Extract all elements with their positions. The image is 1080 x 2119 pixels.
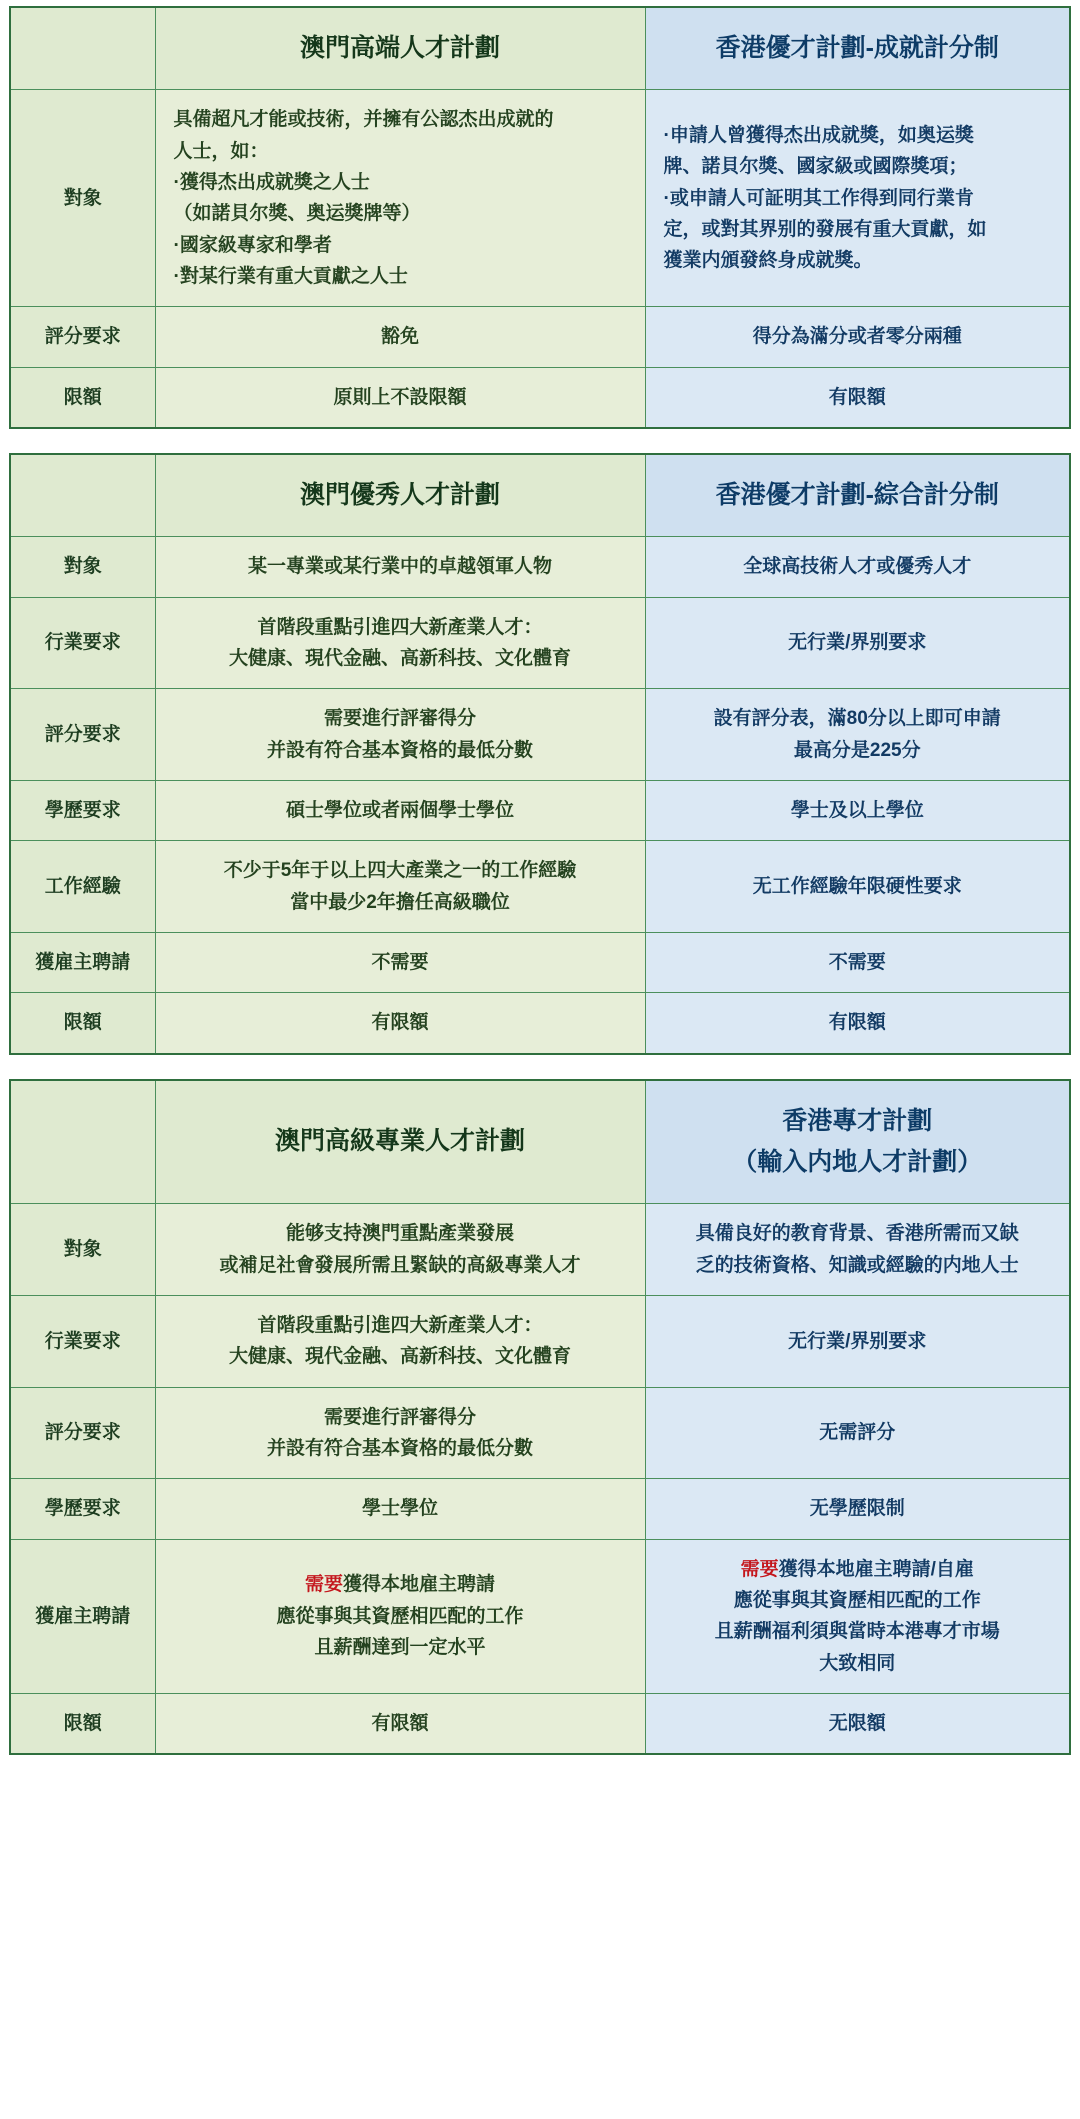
- macau-value-cell: [155, 780, 645, 840]
- hongkong-value-cell: [645, 307, 1070, 367]
- cell-line: 不需要: [828, 952, 886, 973]
- cell-line: 并設有符合基本資格的最低分數: [266, 1437, 533, 1459]
- cell-line: 且薪酬達到一定水平: [314, 1636, 486, 1658]
- cell-line: 設有評分表，滿80分以上即可申請: [713, 708, 1001, 730]
- row-label-cell: 評分要求: [10, 1387, 155, 1479]
- cell-line: 獲業内頒發終身成就獎。: [663, 250, 873, 272]
- macau-value-cell: [155, 841, 645, 933]
- table-row: [10, 1204, 1070, 1296]
- row-label-cell: 限額: [10, 993, 155, 1054]
- macau-value-cell: [155, 1204, 645, 1296]
- cell-line: ·國家級專家和學者: [173, 234, 332, 256]
- header-hongkong-program: [645, 1080, 1070, 1204]
- row-label-cell: 學歷要求: [10, 780, 155, 840]
- cell-line: 定，或對其界别的發展有重大貢獻，如: [663, 218, 987, 240]
- row-label-cell: 對象: [10, 537, 155, 597]
- table-row: [10, 689, 1070, 781]
- cell-line: 學士學位: [361, 1498, 438, 1520]
- emphasis-text: 需要: [304, 1574, 343, 1596]
- emphasis-text: 需要: [740, 1558, 779, 1580]
- hongkong-value-cell: [645, 367, 1070, 428]
- macau-value-cell: [155, 90, 645, 307]
- cell-line: 无工作經驗年限硬性要求: [752, 875, 962, 897]
- cell-line: 无學歷限制: [809, 1498, 905, 1520]
- table-row: [10, 1479, 1070, 1539]
- cell-line: ·對某行業有重大貢獻之人士: [173, 265, 408, 287]
- cell-line: 不少于5年于以上四大產業之一的工作經驗: [223, 860, 577, 882]
- header-hongkong-program: [645, 454, 1070, 537]
- macau-value-cell: [155, 993, 645, 1054]
- macau-value-cell: [155, 1539, 645, 1693]
- header-hongkong-title: 香港專才計劃: [782, 1106, 933, 1135]
- hongkong-value-cell: [645, 993, 1070, 1054]
- cell-line: 首階段重點引進四大新產業人才：: [257, 1314, 543, 1336]
- header-hongkong-title: 香港優才計劃-成就計分制: [715, 34, 999, 62]
- hongkong-value-cell: [645, 597, 1070, 689]
- cell-line: 不需要: [371, 952, 429, 973]
- row-label-cell: 對象: [10, 1204, 155, 1296]
- table-row: [10, 90, 1070, 307]
- row-label-cell: 評分要求: [10, 307, 155, 367]
- row-label-cell: 行業要求: [10, 597, 155, 689]
- table-row: [10, 780, 1070, 840]
- cell-line: 无行業/界别要求: [788, 1330, 927, 1352]
- cell-line: 某一專業或某行業中的卓越領軍人物: [247, 556, 552, 578]
- hongkong-value-cell: [645, 1204, 1070, 1296]
- cell-line: 應從事與其資歷相匹配的工作: [733, 1589, 981, 1611]
- cell-line: 具備良好的教育背景、香港所需而又缺: [695, 1223, 1019, 1245]
- table-header-row: [10, 454, 1070, 537]
- cell-line: 得分為滿分或者零分兩種: [752, 326, 962, 348]
- macau-value-cell: [155, 597, 645, 689]
- cell-line: 且薪酬福利須與當時本港專才市場: [714, 1621, 1000, 1643]
- row-label-cell: 對象: [10, 90, 155, 307]
- table-row: [10, 1387, 1070, 1479]
- cell-line: 有限額: [371, 1012, 429, 1034]
- cell-line: 能够支持澳門重點產業發展: [285, 1223, 514, 1245]
- hongkong-value-cell: [645, 1539, 1070, 1693]
- cell-line: 无行業/界别要求: [788, 632, 927, 654]
- cell-line: 牌、諾貝尔獎、國家級或國際獎項；: [663, 156, 968, 178]
- cell-line: 人士，如：: [173, 140, 269, 162]
- macau-value-cell: [155, 1693, 645, 1754]
- comparison-table: [9, 453, 1071, 1055]
- table-row: [10, 1539, 1070, 1693]
- row-label-cell: 工作經驗: [10, 841, 155, 933]
- macau-value-cell: [155, 537, 645, 597]
- cell-line: 全球高技術人才或優秀人才: [743, 556, 972, 578]
- header-hongkong-subtitle: （輸入内地人才計劃）: [732, 1147, 983, 1176]
- hongkong-value-cell: [645, 1479, 1070, 1539]
- hongkong-value-cell: [645, 1295, 1070, 1387]
- macau-value-cell: [155, 307, 645, 367]
- hongkong-value-cell: [645, 933, 1070, 993]
- cell-line: 无需評分: [819, 1422, 896, 1444]
- cell-line: 需要獲得本地雇主聘請: [304, 1574, 496, 1596]
- cell-line: 原則上不設限額: [333, 386, 467, 408]
- cell-line: 具備超凡才能或技術，并擁有公認杰出成就的: [173, 109, 554, 131]
- header-corner-cell: [10, 7, 155, 90]
- cell-line: 并設有符合基本資格的最低分數: [266, 739, 533, 761]
- macau-value-cell: [155, 933, 645, 993]
- hongkong-value-cell: [645, 780, 1070, 840]
- table-header-row: [10, 7, 1070, 90]
- table-row: [10, 841, 1070, 933]
- row-label-cell: 學歷要求: [10, 1479, 155, 1539]
- table-row: [10, 537, 1070, 597]
- hongkong-value-cell: [645, 1693, 1070, 1754]
- cell-line: 乏的技術資格、知識或經驗的内地人士: [695, 1254, 1019, 1276]
- cell-line: ·獲得杰出成就獎之人士: [173, 171, 370, 193]
- comparison-table: [9, 1079, 1071, 1756]
- cell-line: 應從事與其資歷相匹配的工作: [276, 1605, 524, 1627]
- table-row: [10, 307, 1070, 367]
- cell-line: ·或申請人可証明其工作得到同行業肯: [663, 187, 974, 209]
- macau-value-cell: [155, 1295, 645, 1387]
- cell-line: 首階段重點引進四大新產業人才：: [257, 616, 543, 638]
- cell-line: 需要獲得本地雇主聘請/自雇: [740, 1558, 974, 1580]
- header-corner-cell: [10, 1080, 155, 1204]
- table-row: [10, 597, 1070, 689]
- row-label-cell: 評分要求: [10, 689, 155, 781]
- header-macau-program: 澳門高端人才計劃: [155, 7, 645, 90]
- cell-line: 或補足社會發展所需且緊缺的高級專業人才: [219, 1254, 581, 1276]
- cell-line: 大致相同: [819, 1652, 896, 1674]
- cell-line: 豁免: [380, 326, 419, 348]
- macau-value-cell: [155, 1479, 645, 1539]
- header-hongkong-title: 香港優才計劃-綜合計分制: [715, 481, 999, 509]
- hongkong-value-cell: [645, 90, 1070, 307]
- cell-line: 學士及以上學位: [790, 799, 924, 821]
- cell-line: 碩士學位或者兩個學士學位: [285, 799, 514, 821]
- row-label-cell: 獲雇主聘請: [10, 933, 155, 993]
- cell-line: ·申請人曾獲得杰出成就獎，如奥运獎: [663, 124, 974, 146]
- table-header-row: [10, 1080, 1070, 1204]
- cell-line: 當中最少2年擔任高級職位: [290, 891, 510, 913]
- cell-line: （如諾貝尔獎、奥运獎牌等）: [173, 203, 421, 225]
- header-macau-program: 澳門優秀人才計劃: [155, 454, 645, 537]
- table-row: [10, 1295, 1070, 1387]
- macau-value-cell: [155, 1387, 645, 1479]
- tables-container: [0, 6, 1080, 1755]
- cell-line: 大健康、現代金融、高新科技、文化體育: [228, 647, 571, 669]
- table-row: [10, 993, 1070, 1054]
- row-label-cell: 限額: [10, 367, 155, 428]
- row-label-cell: 行業要求: [10, 1295, 155, 1387]
- cell-line: 有限額: [828, 1012, 886, 1034]
- comparison-table: [9, 6, 1071, 429]
- row-label-cell: 限額: [10, 1693, 155, 1754]
- hongkong-value-cell: [645, 689, 1070, 781]
- hongkong-value-cell: [645, 1387, 1070, 1479]
- header-corner-cell: [10, 454, 155, 537]
- cell-line: 最高分是225分: [793, 739, 921, 761]
- cell-line: 有限額: [828, 386, 886, 408]
- macau-value-cell: [155, 367, 645, 428]
- cell-line: 有限額: [371, 1712, 429, 1734]
- cell-line: 需要進行評審得分: [323, 708, 476, 730]
- cell-line: 需要進行評審得分: [323, 1406, 476, 1428]
- macau-value-cell: [155, 689, 645, 781]
- row-label-cell: 獲雇主聘請: [10, 1539, 155, 1693]
- hongkong-value-cell: [645, 537, 1070, 597]
- table-row: [10, 1693, 1070, 1754]
- cell-line: 大健康、現代金融、高新科技、文化體育: [228, 1346, 571, 1368]
- hongkong-value-cell: [645, 841, 1070, 933]
- cell-line: 无限額: [828, 1712, 886, 1734]
- header-hongkong-program: [645, 7, 1070, 90]
- table-row: [10, 933, 1070, 993]
- header-macau-program: 澳門高級專業人才計劃: [155, 1080, 645, 1204]
- table-row: [10, 367, 1070, 428]
